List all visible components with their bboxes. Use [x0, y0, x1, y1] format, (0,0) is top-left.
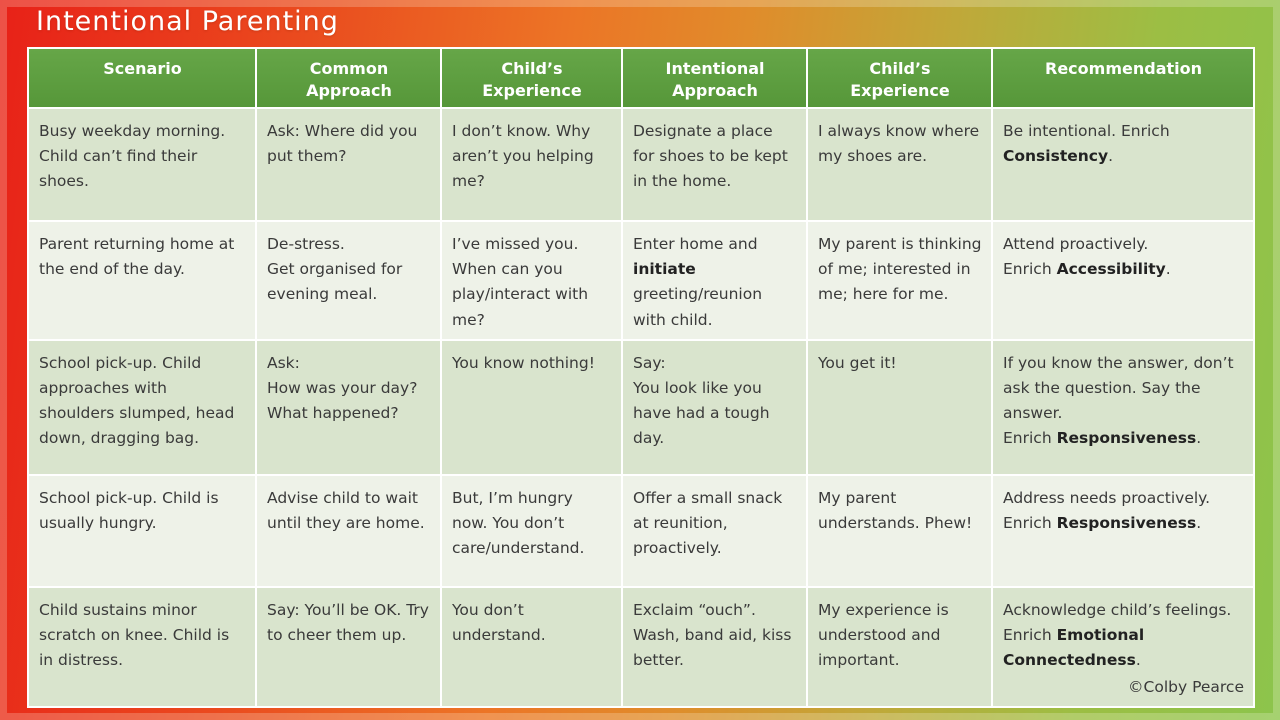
table-cell: If you know the answer, don’t ask the question. Say the answer. Enrich Responsiveness.	[992, 340, 1254, 475]
table-cell: You don’t understand.	[441, 587, 622, 707]
table-cell: Say: You look like you have had a tough day.	[622, 340, 807, 475]
column-header-recommendation: Recommendation	[992, 48, 1254, 108]
table-cell: My parent is thinking of me; interested in me; here for me.	[807, 221, 992, 339]
column-header-childs-experience-1: Child’s Experience	[441, 48, 622, 108]
table-cell: You know nothing!	[441, 340, 622, 475]
table-row	[28, 475, 1254, 587]
table-cell: Attend proactively. Enrich Accessibility.	[992, 221, 1254, 339]
copyright-credit: ©Colby Pearce	[1128, 677, 1244, 696]
table-row	[28, 108, 1254, 221]
table-cell: Offer a small snack at reunition, proactively.	[622, 475, 807, 587]
table-cell: I don’t know. Why aren’t you helping me?	[441, 108, 622, 221]
table-cell: Ask: How was your day? What happened?	[256, 340, 441, 475]
table-cell: Say: You’ll be OK. Try to cheer them up.	[256, 587, 441, 707]
parenting-table	[27, 47, 1255, 708]
table-cell: Parent returning home at the end of the day.	[28, 221, 256, 339]
column-header-childs-experience-2: Child’s Experience	[807, 48, 992, 108]
table-cell: But, I’m hungry now. You don’t care/understand.	[441, 475, 622, 587]
column-header-common-approach: Common Approach	[256, 48, 441, 108]
table-cell: I always know where my shoes are.	[807, 108, 992, 221]
table-cell: Exclaim “ouch”. Wash, band aid, kiss better.	[622, 587, 807, 707]
table-cell: School pick-up. Child is usually hungry.	[28, 475, 256, 587]
header-row	[28, 48, 1254, 108]
table-cell	[992, 587, 1254, 707]
table-cell: Address needs proactively. Enrich Responsiveness.	[992, 475, 1254, 587]
column-header-intentional-approach: Intentional Approach	[622, 48, 807, 108]
table-cell: Busy weekday morning. Child can’t find their shoes.	[28, 108, 256, 221]
table-cell: Ask: Where did you put them?	[256, 108, 441, 221]
table-row	[28, 340, 1254, 475]
table-cell: Be intentional. Enrich Consistency.	[992, 108, 1254, 221]
table-cell: I’ve missed you. When can you play/interact with me?	[441, 221, 622, 339]
table-cell: Child sustains minor scratch on knee. Child is in distress.	[28, 587, 256, 707]
table-row	[28, 587, 1254, 707]
recommendation-text: Acknowledge child’s feelings. Enrich Emotional Connectedness.	[1003, 600, 1232, 669]
table-cell: You get it!	[807, 340, 992, 475]
table-cell: My parent understands. Phew!	[807, 475, 992, 587]
table-cell: My experience is understood and important.	[807, 587, 992, 707]
table-cell: Advise child to wait until they are home.	[256, 475, 441, 587]
table-cell: De-stress. Get organised for evening meal.	[256, 221, 441, 339]
column-header-scenario: Scenario	[28, 48, 256, 108]
table-cell: Designate a place for shoes to be kept in the home.	[622, 108, 807, 221]
slide-title: Intentional Parenting	[36, 6, 339, 37]
table-cell: School pick-up. Child approaches with shoulders slumped, head down, dragging bag.	[28, 340, 256, 475]
table-row	[28, 221, 1254, 339]
table-cell: Enter home and initiate greeting/reunion with child.	[622, 221, 807, 339]
